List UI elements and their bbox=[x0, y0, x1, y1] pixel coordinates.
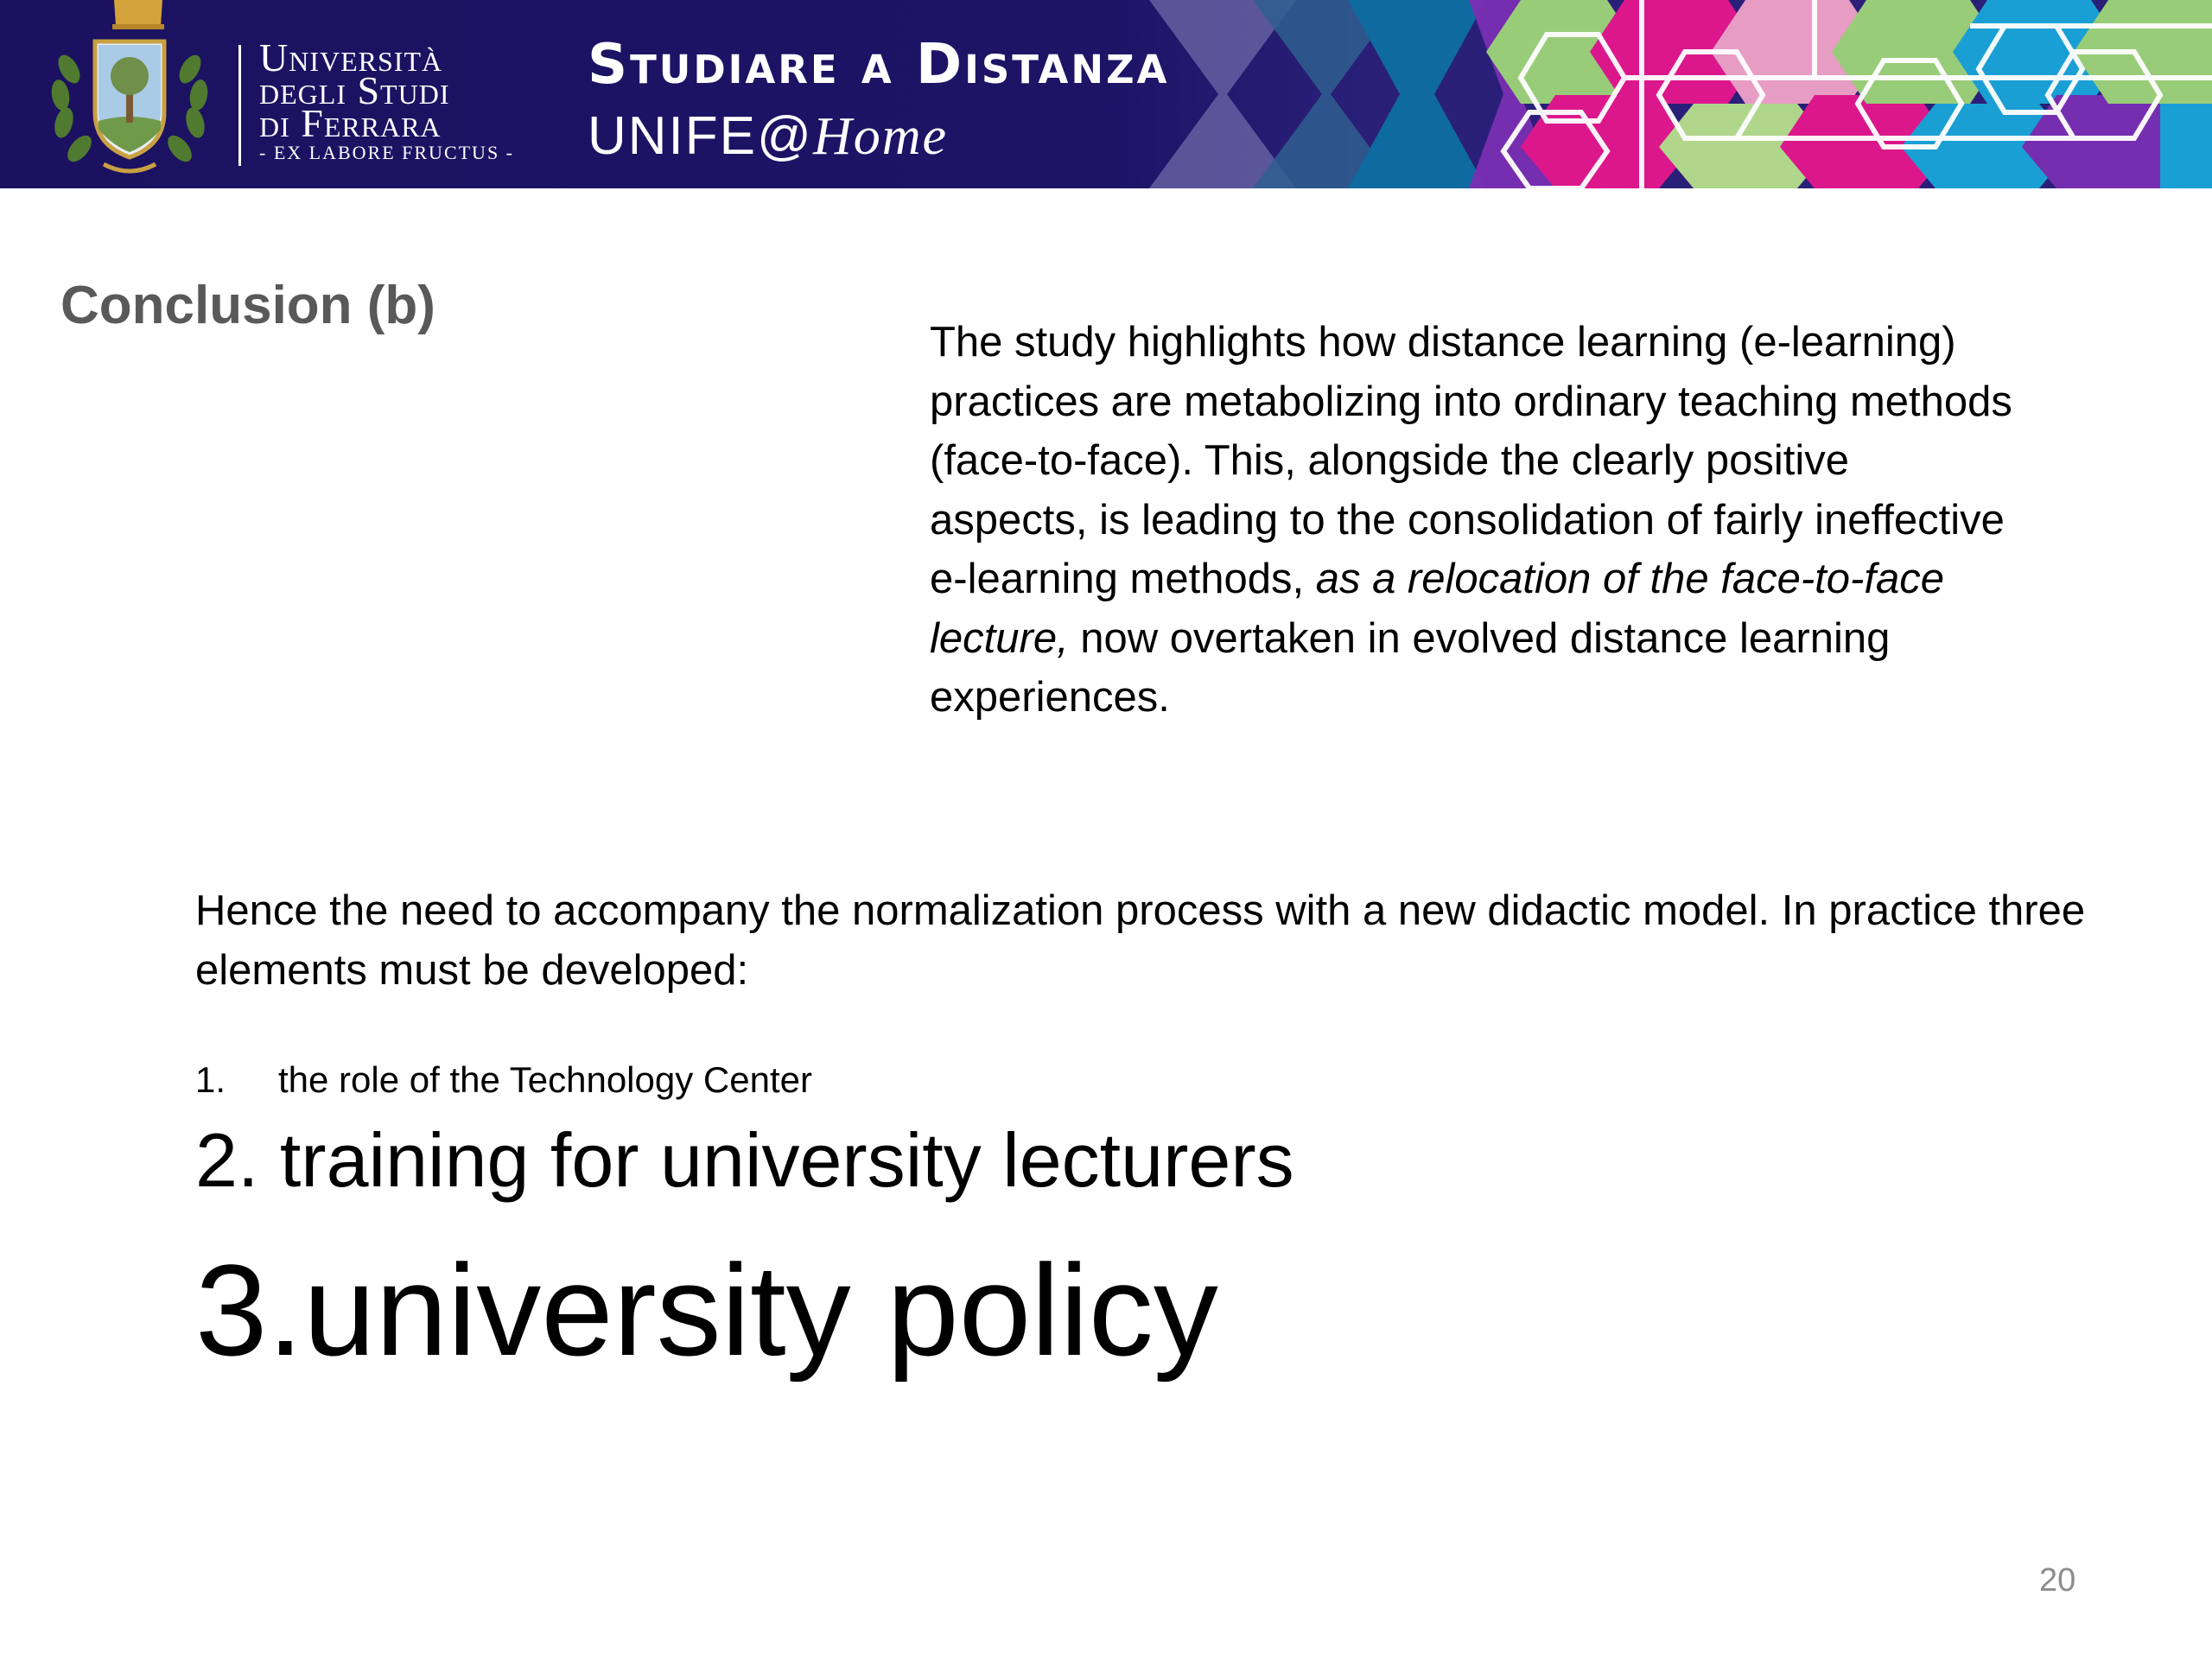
slide-title: Conclusion (b) bbox=[60, 276, 435, 335]
university-crest-icon bbox=[35, 0, 225, 188]
university-name-line-3: di Ferrara bbox=[259, 101, 442, 145]
university-name-line-1: Università bbox=[259, 35, 443, 79]
banner-title: Studiare a Distanza bbox=[588, 33, 1170, 97]
list-item-university-policy bbox=[195, 1236, 1218, 1385]
header-divider bbox=[238, 45, 241, 166]
list-item-lecturer-training bbox=[195, 1116, 1294, 1205]
list-number: 2. bbox=[195, 1117, 259, 1203]
list-text: university policy bbox=[303, 1237, 1218, 1382]
intro-paragraph bbox=[930, 313, 2018, 728]
list-text: training for university lecturers bbox=[279, 1117, 1294, 1203]
intro-text-italic: as a relocation of the face-to-face lecture, bbox=[930, 556, 1944, 662]
university-name-line-2: degli Studi bbox=[259, 68, 450, 112]
banner-subtitle-home: Home bbox=[812, 107, 949, 166]
list-number: 1. bbox=[195, 1059, 226, 1100]
intro-text-part-1: The study highlights how distance learning (e-learning) practices are metabolizing into ordinary teaching methods (face-to-face). This, alongside the clearly positive aspects, is leading to the consolidation of fairly ineffective e-learning methods, bbox=[930, 319, 2012, 602]
banner-subtitle bbox=[588, 105, 948, 168]
list-item-technology-center bbox=[195, 1059, 812, 1101]
university-motto: - EX LABORE FRUCTUS - bbox=[259, 142, 515, 163]
hence-paragraph: Hence the need to accompany the normalization process with a new didactic model. In practice three elements must be developed: bbox=[195, 887, 2086, 994]
banner-subtitle-prefix: UNIFE@ bbox=[588, 106, 813, 166]
header-banner bbox=[0, 0, 2212, 188]
list-number: 3. bbox=[195, 1237, 304, 1382]
university-logo-text bbox=[259, 35, 515, 163]
page-number: 20 bbox=[2039, 1562, 2076, 1599]
intro-text-part-2: now overtaken in evolved distance learning experiences. bbox=[930, 614, 1891, 721]
list-text: the role of the Technology Center bbox=[278, 1059, 812, 1100]
